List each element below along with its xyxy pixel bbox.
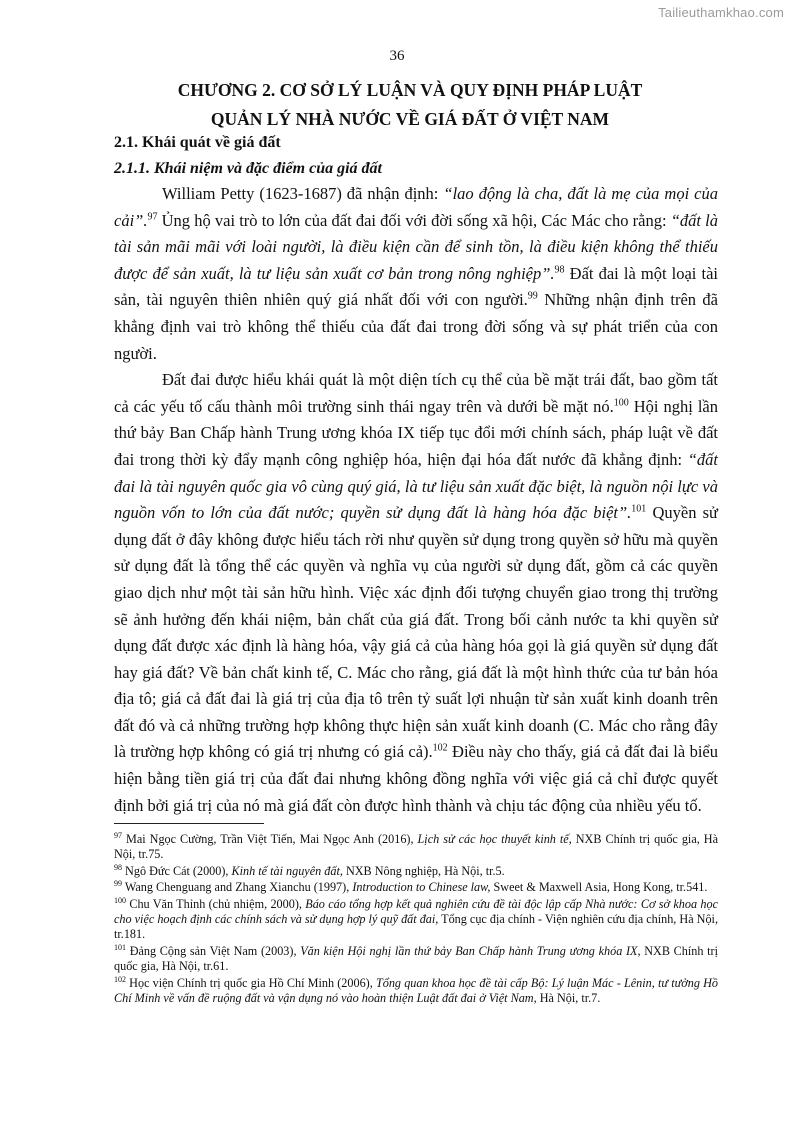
footnote-number: 99 bbox=[114, 879, 122, 889]
footnote-text: Hà Nội, tr.7. bbox=[536, 991, 601, 1006]
footnote-text: NXB Nông nghiệp, Hà Nội, tr.5. bbox=[342, 863, 505, 878]
paragraph-1-text-b: Ủng hộ vai trò to lớn của đất đai đối với đời sống xã hội, Các Mác cho rằng: bbox=[157, 210, 671, 230]
footnote-100 bbox=[114, 897, 718, 943]
paragraph-1-text-d: Những nhận định trên đã khẳng định vai trò không thể thiếu của đất đai trong đời sống và sự phát triển của con người. bbox=[114, 290, 718, 363]
footnote-text: Mai Ngọc Cường, Trần Việt Tiến, Mai Ngọc Anh (2016), bbox=[122, 832, 418, 846]
paragraph-1-quote-a: “lao động là cha, đất là mẹ của mọi của cải”. bbox=[114, 184, 718, 230]
footnote-title: Introduction to Chinese law, bbox=[352, 880, 491, 895]
footnote-98 bbox=[114, 864, 718, 879]
footnote-ref-102[interactable]: 102 bbox=[432, 742, 448, 754]
paragraph-2 bbox=[114, 367, 718, 819]
footnote-text: Đảng Cộng sản Việt Nam (2003), bbox=[126, 943, 301, 958]
paragraph-2-text-a: Đất đai được hiểu khái quát là một diện tích cụ thể của bề mặt trái đất, bao gồm tất cả các yếu tố cấu thành môi trường sinh thái ngay trên và dưới bề mặt nó. bbox=[114, 370, 718, 416]
watermark: Tailieuthamkhao.com bbox=[658, 5, 784, 20]
footnote-ref-101[interactable]: 101 bbox=[631, 503, 647, 515]
chapter-title bbox=[100, 76, 720, 134]
footnote-number: 97 bbox=[114, 830, 122, 840]
paragraph-1 bbox=[114, 181, 718, 367]
footnote-text: Wang Chenguang and Zhang Xianchu (1997), bbox=[122, 880, 353, 895]
footnote-101 bbox=[114, 944, 718, 975]
footnote-number: 98 bbox=[114, 862, 122, 872]
footnote-97 bbox=[114, 832, 718, 863]
footnote-ref-100[interactable]: 100 bbox=[613, 397, 629, 409]
footnote-title: Văn kiện Hội nghị lần thứ bảy Ban Chấp hành Trung ương khóa IX, bbox=[300, 943, 641, 958]
footnote-divider bbox=[114, 823, 264, 824]
footnote-text: Tổng cục địa chính - Viện nghiên cứu địa chính, Hà Nội, tr.181. bbox=[114, 912, 718, 942]
footnote-text: Học viện Chính trị quốc gia Hồ Chí Minh (2006), bbox=[126, 975, 376, 990]
chapter-title-line-2: QUẢN LÝ NHÀ NƯỚC VỀ GIÁ ĐẤT Ở VIỆT NAM bbox=[210, 109, 610, 129]
page-number: 36 bbox=[389, 48, 405, 64]
footnote-text: Sweet & Maxwell Asia, Hong Kong, tr.541. bbox=[490, 880, 708, 895]
footnotes bbox=[114, 832, 718, 1007]
footnote-number: 101 bbox=[114, 942, 126, 952]
footnote-text: NXB Chính trị quốc gia, Hà Nội, tr.75. bbox=[114, 832, 718, 862]
footnote-number: 102 bbox=[114, 974, 126, 984]
paragraph-2-text-c: Quyền sử dụng đất ở đây không được hiểu tách rời như quyền sử dụng trong quyền sở hữu mà quyền sử dụng đất là tổng thể các quyền và nghĩa vụ của người sử dụng đất, gồm cả các quyền giao dịch như một tài sản hữu hình. Việc xác định đối tượng chuyển giao trong thị trường sẽ ảnh hưởng đến khái niệm, bản chất của giá đất. Trong bối cảnh nước ta khi quyền sử dụng đất được xác định là hàng hóa, vậy giá cả của hàng hóa gọi là giá quyền sử dụng đất hay giá đất? Về bản chất kinh tế, C. Mác cho rằng, giá đất là một hình thức của tư bản hóa địa tô; giá cả đất đai là giá trị của địa tô trên tỷ suất lợi nhuận từ sản xuất kinh doanh trên đất đó và cả những trường hợp không thực hiện sản xuất kinh doanh (C. Mác cho rằng đây là trường hợp không có giá trị nhưng có giá cả). bbox=[114, 503, 718, 762]
chapter-title-line-1: CHƯƠNG 2. CƠ SỞ LÝ LUẬN VÀ QUY ĐỊNH PHÁP LUẬT bbox=[177, 80, 643, 100]
paragraph-2-text-b: Hội nghị lần thứ bảy Ban Chấp hành Trung ương khóa IX tiếp tục đổi mới chính sách, pháp luật về đất đai trong thời kỳ đẩy mạnh công nghiệp hóa, hiện đại hóa đất nước đã khẳng định: bbox=[114, 396, 718, 469]
section-heading: 2.1. Khái quát về giá đất bbox=[114, 134, 281, 151]
paragraph-1-text-c: Đất đai là một loại tài sản, tài nguyên thiên nhiên quý giá nhất đối với con người. bbox=[114, 263, 718, 310]
paragraph-2-text-d: Điều này cho thấy, giá cả đất đai là biểu hiện bằng tiền giá trị của đất đai nhưng không đồng nghĩa với việc giá cả chỉ được quyết định bởi giá trị của nó mà giá đất còn được hình thành và chịu tác động của nhiều yếu tố. bbox=[114, 742, 718, 815]
footnote-ref-99[interactable]: 99 bbox=[527, 290, 538, 302]
footnote-ref-97[interactable]: 97 bbox=[147, 211, 158, 223]
paragraph-1-text-a: William Petty (1623-1687) đã nhận định: bbox=[162, 184, 444, 203]
footnote-ref-98[interactable]: 98 bbox=[554, 264, 565, 276]
footnote-99 bbox=[114, 880, 718, 895]
footnote-title: Kinh tế tài nguyên đất, bbox=[231, 863, 343, 878]
subsection-heading: 2.1.1. Khái niệm và đặc điểm của giá đất bbox=[114, 160, 382, 177]
paragraph-1-quote-b: “đất là tài sản mãi mãi với loài người, là điều kiện cần để sinh tồn, là điều kiện không thể thiếu được để sản xuất, là tư liệu sản xuất cơ bản trong nông nghiệp”. bbox=[114, 210, 718, 283]
footnote-text: Ngô Đức Cát (2000), bbox=[122, 863, 232, 878]
paragraph-2-quote: “đất đai là tài nguyên quốc gia vô cùng quý giá, là tư liệu sản xuất đặc biệt, là nguồn nội lực và nguồn vốn to lớn của đất nước; quyền sử dụng đất là hàng hóa đặc biệt”. bbox=[114, 449, 718, 523]
footnote-number: 100 bbox=[114, 895, 126, 905]
footnote-title: Lịch sử các học thuyết kinh tế, bbox=[417, 832, 572, 846]
footnote-title: Tổng quan khoa học đề tài cấp Bộ: Lý luận Mác - Lênin, tư tưởng Hồ Chí Minh về vấn đề ruộng đất và vận dụng nó vào hoàn thiện Luật đất đai ở Việt Nam, bbox=[114, 975, 718, 1006]
body-text bbox=[114, 181, 718, 819]
footnote-title: Báo cáo tổng hợp kết quả nghiên cứu đề tài độc lập cấp Nhà nước: Cơ sở khoa học cho việc hoạch định các chính sách và sử dụng hợp lý quỹ đất đai, bbox=[114, 896, 718, 927]
footnote-text: Chu Văn Thỉnh (chủ nhiệm, 2000), bbox=[126, 896, 306, 911]
footnote-text: NXB Chính trị quốc gia, Hà Nội, tr.61. bbox=[114, 943, 718, 974]
footnote-102 bbox=[114, 976, 718, 1007]
